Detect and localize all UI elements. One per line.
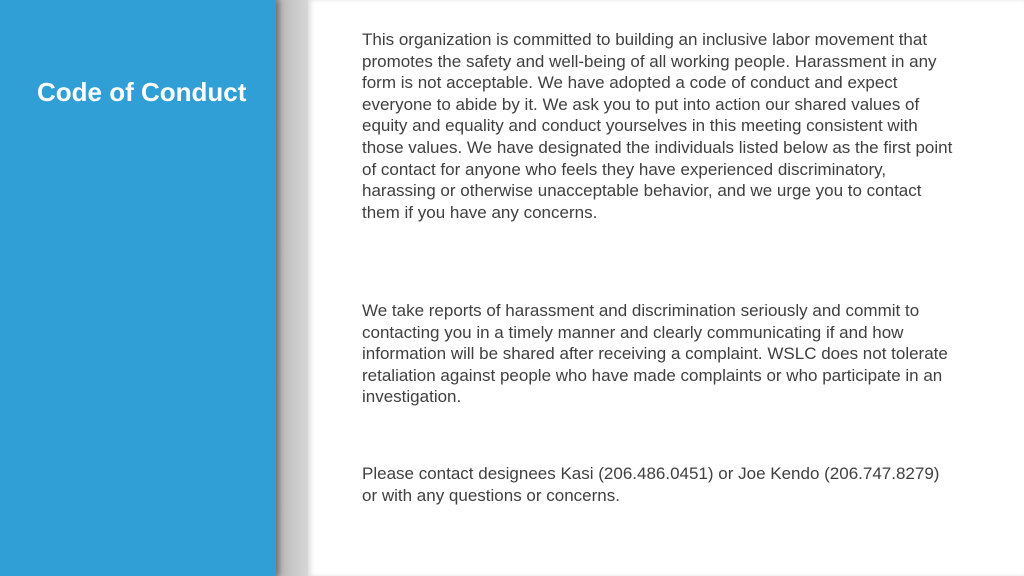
divider-gutter [276,0,308,576]
sidebar-panel [0,0,276,576]
slide-title: Code of Conduct [37,77,247,107]
paragraph-reporting: We take reports of harassment and discrimination seriously and commit to contacting you in a timely manner and clearly communicating if and how information will be shared after receiving a complaint. WSLC does not tolerate retaliation against people who have made complaints or who participate in an investigation. [362,301,948,407]
content-panel [308,0,1024,576]
paragraph-commitment: This organization is committed to building an inclusive labor movement that promotes the safety and well-being of all working people. Harassment in any form is not acceptable. We have adopted a code of conduct and expect everyone to abide by it. We ask you to put into action our shared values of equity and equality and conduct yourselves in this meeting consistent with those values. We have designated the individuals listed below as the first point of contact for anyone who feels they have experienced discriminatory, harassing or otherwise unacceptable behavior, and we urge you to contact them if you have any concerns. [362,30,953,222]
paragraph-contacts: Please contact designees Kasi (206.486.0451) or Joe Kendo (206.747.8279) or with any questions or concerns. [362,464,940,505]
